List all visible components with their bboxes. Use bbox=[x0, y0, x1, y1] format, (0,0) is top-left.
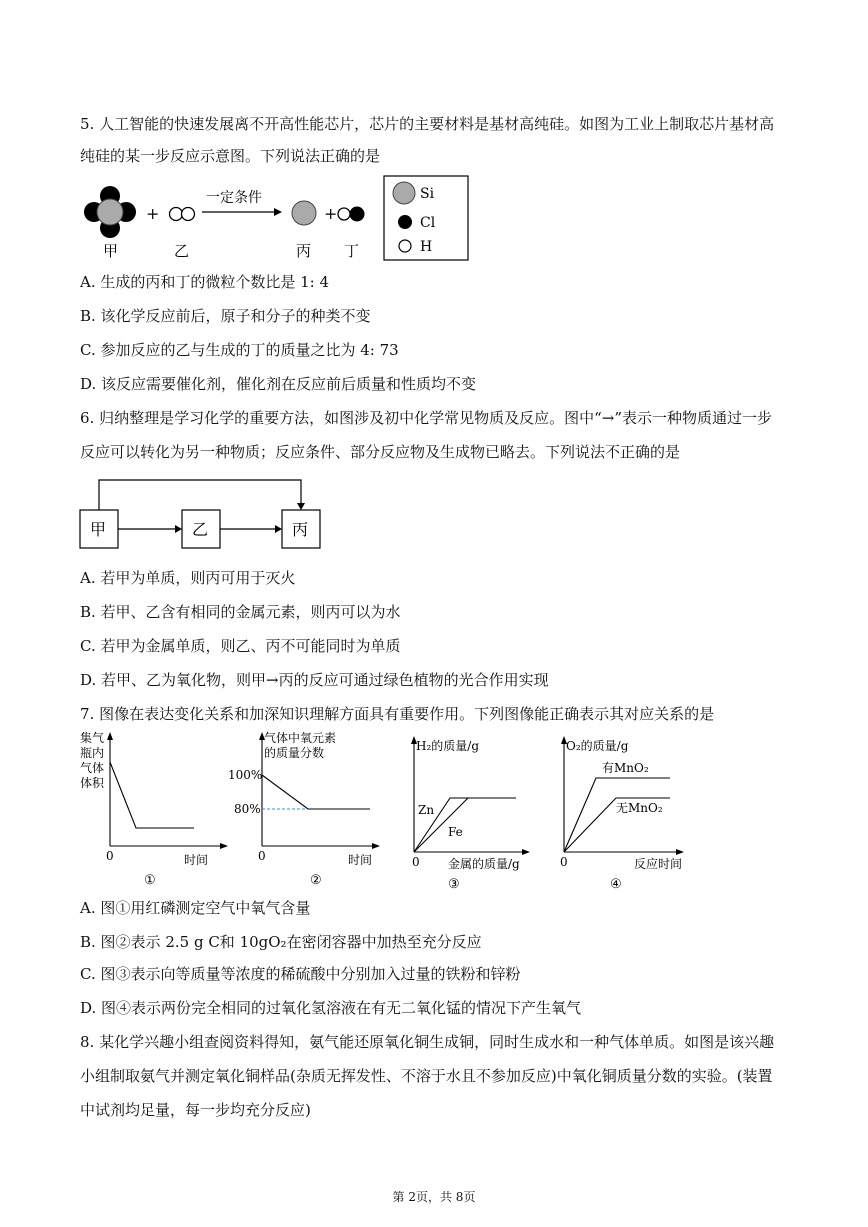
g3-number: ③ bbox=[448, 877, 460, 892]
molecule-jia bbox=[84, 186, 136, 238]
box-yi-label: 乙 bbox=[192, 520, 209, 539]
q5-reaction-diagram bbox=[78, 172, 478, 264]
g1-ylabel-2: 瓶内 bbox=[80, 746, 105, 760]
q6-option-b: B. 若甲、乙含有相同的金属元素，则丙可以为水 bbox=[80, 603, 401, 621]
q7-option-d: D. 图④表示两份完全相同的过氧化氢溶液在有无二氧化锰的情况下产生氧气 bbox=[80, 999, 582, 1017]
q6-option-a: A. 若甲为单质，则丙可用于灭火 bbox=[80, 569, 296, 587]
q6-option-c: C. 若甲为金属单质，则乙、丙不可能同时为单质 bbox=[80, 637, 401, 655]
label-yi: 乙 bbox=[174, 242, 190, 260]
q5-stem-line2: 纯硅的某一步反应示意图。下列说法正确的是 bbox=[80, 147, 381, 165]
arrow-condition: 一定条件 bbox=[206, 190, 262, 206]
q6-stem-line1: 6. 归纳整理是学习化学的重要方法，如图涉及初中化学常见物质及反应。图中“→”表示一种物质通过一步 bbox=[80, 409, 772, 427]
g2-ytick-80: 80% bbox=[234, 802, 261, 816]
graph-3 bbox=[411, 736, 530, 892]
plus-1: + bbox=[146, 204, 160, 223]
g4-xlabel: 反应时间 bbox=[634, 857, 683, 871]
plus-2: + bbox=[324, 204, 338, 223]
g3-series-zn: Zn bbox=[418, 803, 435, 817]
legend-si-label: Si bbox=[420, 186, 435, 202]
g4-number: ④ bbox=[610, 877, 622, 892]
g4-origin: 0 bbox=[560, 855, 568, 869]
g1-xlabel: 时间 bbox=[184, 853, 209, 867]
molecule-ding bbox=[338, 207, 365, 222]
q5-option-c: C. 参加反应的乙与生成的丁的质量之比为 4: 73 bbox=[80, 341, 399, 359]
q8-line3: 中试剂均足量，每一步均充分反应) bbox=[80, 1101, 311, 1119]
box-bing-label: 丙 bbox=[292, 520, 309, 539]
reaction-arrow-head bbox=[274, 208, 282, 216]
g3-series-fe: Fe bbox=[448, 825, 463, 839]
molecule-bing bbox=[292, 201, 316, 225]
g2-ylabel-1: 气体中氧元素 bbox=[264, 731, 337, 745]
g4-x-arrow bbox=[676, 849, 684, 855]
g3-origin: 0 bbox=[412, 855, 420, 869]
g2-xlabel: 时间 bbox=[348, 853, 373, 867]
q6-stem-line2: 反应可以转化为另一种物质；反应条件、部分反应物及生成物已略去。下列说法不正确的是 bbox=[80, 443, 681, 461]
g2-x-arrow bbox=[372, 843, 380, 849]
legend-h-label: H bbox=[420, 239, 433, 255]
g1-x-arrow bbox=[220, 843, 228, 849]
q6-option-d: D. 若甲、乙为氧化物，则甲→丙的反应可通过绿色植物的光合作用实现 bbox=[80, 671, 549, 689]
g1-origin: 0 bbox=[106, 849, 114, 863]
label-bing: 丙 bbox=[296, 242, 312, 260]
page-footer: 第 2页，共 8页 bbox=[392, 1190, 476, 1204]
q5-option-a: A. 生成的丙和丁的微粒个数比是 1: 4 bbox=[80, 273, 330, 291]
box-jia-label: 甲 bbox=[90, 520, 107, 539]
g4-with-mno2-line bbox=[564, 778, 670, 852]
arrow-jia-bing-head bbox=[297, 503, 305, 510]
g1-ylabel-3: 气体 bbox=[80, 761, 105, 775]
g4-series-with: 有MnO₂ bbox=[602, 761, 649, 775]
g1-y-arrow bbox=[107, 732, 113, 740]
g4-ylabel: O₂的质量/g bbox=[566, 739, 629, 753]
g3-xlabel: 金属的质量/g bbox=[448, 857, 520, 871]
g1-curve bbox=[110, 762, 194, 828]
q7-option-c: C. 图③表示向等质量等浓度的稀硫酸中分别加入过量的铁粉和锌粉 bbox=[80, 965, 521, 983]
graph-2 bbox=[228, 730, 380, 888]
label-ding: 丁 bbox=[344, 242, 360, 260]
molecule-yi bbox=[170, 208, 195, 221]
g2-number: ② bbox=[310, 873, 322, 888]
g1-ylabel-4: 体积 bbox=[80, 776, 105, 790]
label-jia: 甲 bbox=[103, 242, 119, 260]
g3-x-arrow bbox=[522, 849, 530, 855]
legend-cl-label: Cl bbox=[420, 215, 436, 231]
q5-option-d: D. 该反应需要催化剂，催化剂在反应前后质量和性质均不变 bbox=[80, 375, 477, 393]
legend-si-icon bbox=[393, 182, 415, 204]
g2-origin: 0 bbox=[258, 849, 266, 863]
q7-option-a: A. 图①用红磷测定空气中氧气含量 bbox=[80, 899, 311, 917]
legend-cl-icon bbox=[398, 215, 412, 229]
q5-option-b: B. 该化学反应前后，原子和分子的种类不变 bbox=[80, 307, 371, 325]
q7-option-b: B. 图②表示 2.5 g C和 10gO₂在密闭容器中加热至充分反应 bbox=[80, 933, 482, 951]
g1-ylabel-1: 集气 bbox=[80, 731, 105, 745]
g2-curve bbox=[262, 775, 370, 809]
legend-h-icon bbox=[399, 240, 411, 252]
q7-stem: 7. 图像在表达变化关系和加深知识理解方面具有重要作用。下列图像能正确表示其对应关系的是 bbox=[80, 705, 715, 723]
graph-1 bbox=[80, 730, 228, 888]
g1-number: ① bbox=[144, 873, 156, 888]
q8-line1: 8. 某化学兴趣小组查阅资料得知，氨气能还原氧化铜生成铜，同时生成水和一种气体单质。如图是该兴趣 bbox=[80, 1033, 775, 1051]
g3-ylabel: H₂的质量/g bbox=[416, 739, 480, 753]
g2-ytick-100: 100% bbox=[228, 768, 263, 782]
arrow-jia-bing bbox=[99, 480, 301, 510]
g2-ylabel-2: 的质量分数 bbox=[264, 746, 325, 760]
arrow-yi-bing-head bbox=[275, 525, 282, 533]
arrow-jia-yi-head bbox=[175, 525, 182, 533]
q6-flow-diagram bbox=[78, 474, 328, 554]
q8-line2: 小组制取氨气并测定氧化铜样品(杂质无挥发性、不溶于水且不参加反应)中氧化铜质量分数的实验。(装置 bbox=[80, 1067, 773, 1085]
graph-4 bbox=[560, 736, 684, 892]
q5-stem-line1: 5. 人工智能的快速发展离不开高性能芯片，芯片的主要材料是基材高纯硅。如图为工业上制取芯片基材高 bbox=[80, 115, 775, 133]
g4-series-without: 无MnO₂ bbox=[616, 801, 663, 815]
q7-graphs bbox=[76, 728, 696, 894]
